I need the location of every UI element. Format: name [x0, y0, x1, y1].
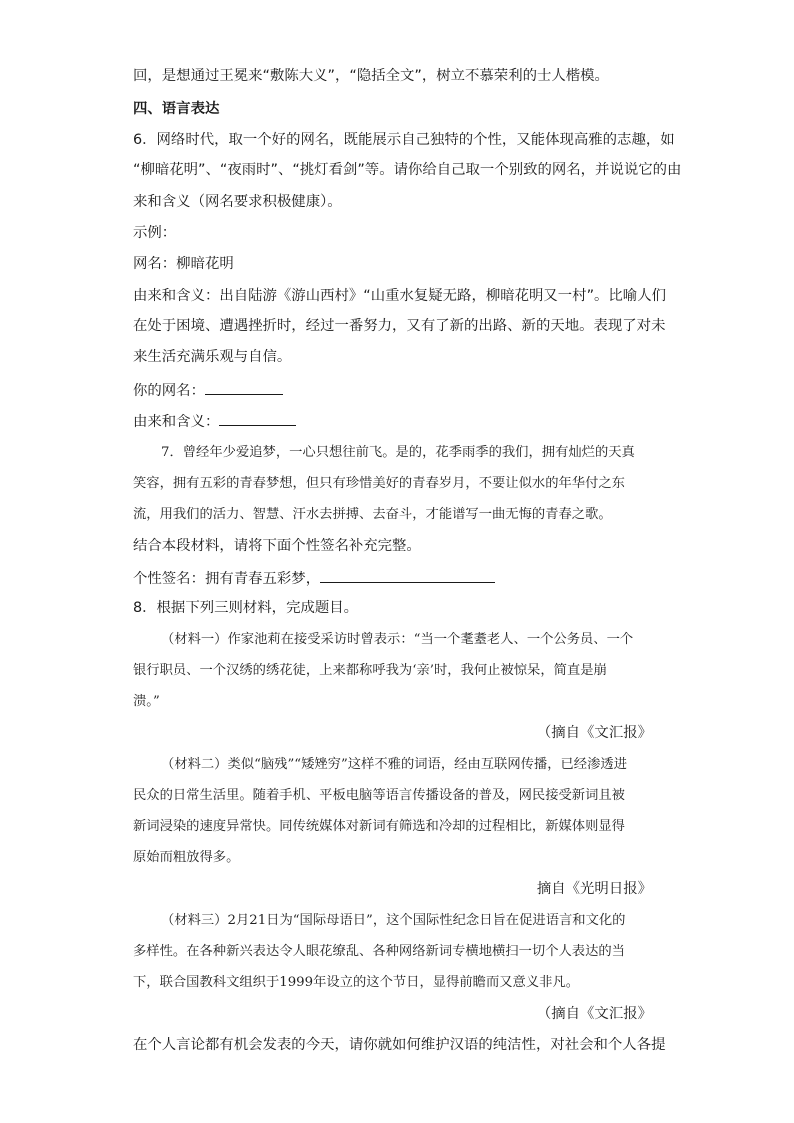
- example-meaning: 由来和含义：出自陆游《游山西村》“山重水复疑无路，柳暗花明又一村”。比喻人们: [133, 288, 666, 304]
- signature-prompt: [133, 567, 495, 589]
- question-6-text: 来和含义（网名要求积极健康）。: [133, 194, 342, 210]
- question-7-text: 7．曾经年少爱追梦，一心只想往前飞。是的，花季雨季的我们，拥有灿烂的天真: [161, 445, 635, 460]
- question-6-text: “柳暗花明”、“夜雨时”、“挑灯看剑”等。请你给自己取一个别致的网名，并说说它的由: [133, 162, 682, 178]
- example-meaning: 来生活充满乐观与自信。: [133, 349, 292, 365]
- material-1-source: （摘自《文汇报》: [536, 725, 652, 741]
- your-meaning-prompt: [133, 410, 296, 432]
- material-3: 下，联合国教科文组织于1999年设立的这个节日，显得前瞻而又意义非凡。: [133, 975, 580, 990]
- material-1: 银行职员、一个汉绣的绣花徒，上来都称呼我为‘亲’时，我何止被惊呆，简直是崩: [133, 663, 607, 678]
- your-meaning-blank[interactable]: [219, 410, 296, 426]
- example-label: 示例：: [133, 225, 177, 241]
- question-8-text: 8．根据下列三则材料，完成题目。: [133, 600, 359, 616]
- example-name: 网名：柳暗花明: [133, 256, 234, 272]
- question-8-prompt: 在个人言论都有机会发表的今天，请你就如何维护汉语的纯洁性，对社会和个人各提: [133, 1037, 666, 1053]
- material-1: （材料一）作家池莉在接受采访时曾表示：“当一个耄耋老人、一个公务员、一个: [161, 632, 634, 647]
- material-1: 溃。”: [133, 694, 160, 709]
- section-heading: 四、语言表达: [133, 101, 220, 117]
- your-name-prompt: [133, 379, 283, 401]
- question-6-text: 6．网络时代，取一个好的网名，既能展示自己独特的个性，又能体现高雅的志趣，如: [133, 132, 675, 148]
- question-7-text: 笑容，拥有五彩的青春梦想，但只有珍惜美好的青春岁月，不要让似水的年华付之东: [133, 476, 625, 491]
- material-3-source: （摘自《文汇报》: [536, 1006, 652, 1022]
- text-line: 回，是想通过王冕来“敷陈大义”，“隐括全文”，树立不慕荣利的士人楷模。: [133, 68, 609, 84]
- question-7-instruction: 结合本段材料，请将下面个性签名补充完整。: [133, 538, 421, 554]
- material-2-source: 摘自《光明日报》: [536, 881, 652, 897]
- material-3: （材料三）2月21日为“国际母语日”，这个国际性纪念日旨在促进语言和文化的: [161, 913, 626, 928]
- material-2: （材料二）类似“脑残”“矮矬穷”这样不雅的词语，经由互联网传播，已经渗透进: [161, 757, 627, 772]
- your-meaning-label: 由来和含义：: [133, 414, 220, 430]
- question-7-text: 流，用我们的活力、智慧、汗水去拼搏、去奋斗，才能谱写一曲无悔的青春之歌。: [133, 507, 612, 522]
- signature-label: 个性签名：拥有青春五彩梦，: [133, 571, 321, 587]
- your-name-blank[interactable]: [205, 379, 283, 395]
- your-name-label: 你的网名：: [133, 383, 205, 399]
- material-2: 新词浸染的速度异常快。同传统媒体对新词有筛选和冷却的过程相比，新媒体则显得: [133, 819, 625, 834]
- material-2: 民众的日常生活里。随着手机、平板电脑等语言传播设备的普及，网民接受新词且被: [133, 788, 625, 803]
- signature-blank[interactable]: [320, 567, 495, 583]
- material-3: 多样性。在各种新兴表达令人眼花缭乱、各种网络新词专横地横扫一切个人表达的当: [133, 944, 625, 959]
- example-meaning: 在处于困境、遭遇挫折时，经过一番努力，又有了新的出路、新的天地。表现了对未: [133, 318, 666, 334]
- material-2: 原始而粗放得多。: [133, 850, 240, 865]
